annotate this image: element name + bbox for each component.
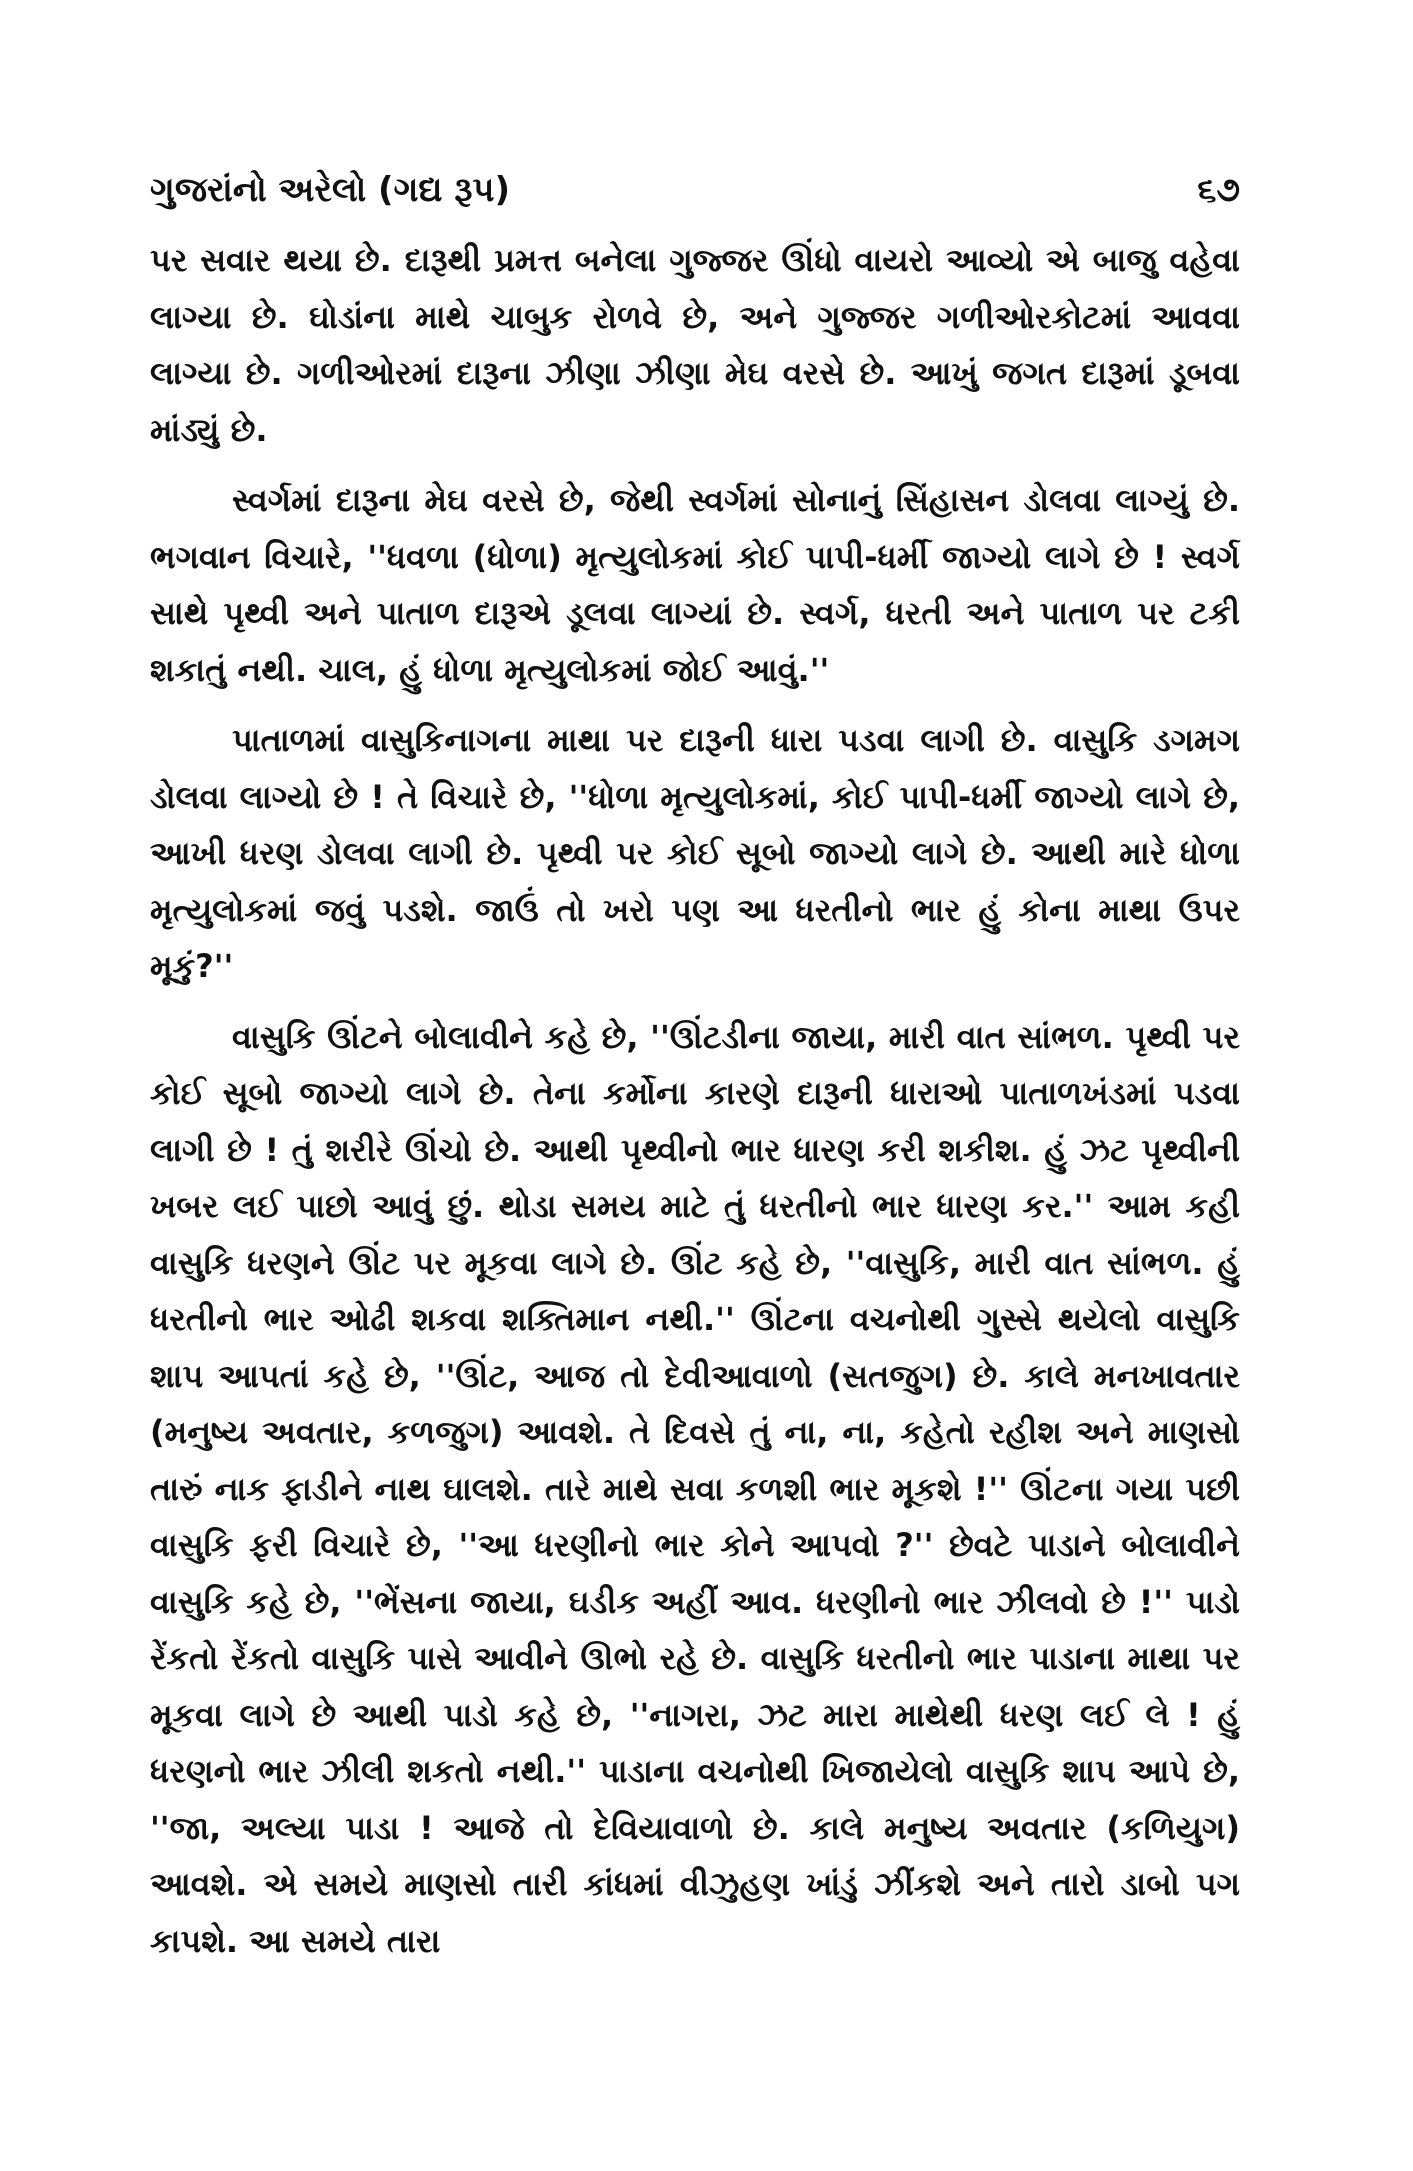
paragraph-4: વાસુકિ ઊંટને બોલાવીને કહે છે, ''ઊંટડીના જાયા, મારી વાત સાંભળ. પૃથ્વી પર કોઈ સૂબો જાગ્યો લાગે છે. તેના કર્મોના કારણે દારૂની ધારાઓ પાતાળખંડમાં પડવા લાગી છે ! તું શરીરે ઊંચો છે. આથી પૃથ્વીનો ભાર ધારણ કરી શકીશ. હું ઝટ પૃથ્વીની ખબર લઈ પાછો આવું છું. થોડા સમય માટે તું ધરતીનો ભાર ધારણ કર.'' આમ કહી વાસુકિ ધરણને ઊંટ પર મૂકવા લાગે છે. ઊંટ કહે છે, ''વાસુકિ, મારી વાત સાંભળ. હું ધરતીનો ભાર ઓઢી શકવા શક્તિમાન નથી.'' ઊંટના વચનોથી ગુસ્સે થયેલો વાસુકિ શાપ આપતાં કહે છે, ''ઊંટ, આજ તો દેવીઆવાળો (સતજુગ) છે. કાલે મનખાવતાર (મનુષ્ય અવતાર, કળજુગ) આવશે. તે દિવસે તું ના, ના, કહેતો રહીશ અને માણસો તારું નાક ફાડીને નાથ ઘાલશે. તારે માથે સવા કળશી ભાર મૂકશે !'' ઊંટના ગયા પછી વાસુકિ ફરી વિચારે છે, ''આ ધરણીનો ભાર કોને આપવો ?'' છેવટે પાડાને બોલાવીને વાસુકિ કહે છે, ''ભેંસના જાયા, ઘડીક અહીં આવ. ધરણીનો ભાર ઝીલવો છે !'' પાડો રેંકતો રેંકતો વાસુકિ પાસે આવીને ઊભો રહે છે. વાસુકિ ધરતીનો ભાર પાડાના માથા પર મૂકવા લાગે છે આથી પાડો કહે છે, ''નાગરા, ઝટ મારા માથેથી ધરણ લઈ લે ! હું ધરણનો ભાર ઝીલી શકતો નથી.'' પાડાના વચનોથી ખિજાયેલો વાસુકિ શાપ આપે છે, ''જા, અલ્યા પાડા ! આજે તો દેવિયાવાળો છે. કાલે મનુષ્ય અવતાર (કળિયુગ) આવશે. એ સમયે માણસો તારી કાંધમાં વીઝુહણ ખાંડું ઝીંકશે અને તારો ડાબો પગ કાપશે. આ સમયે તારા <box>150 1017 1240 1960</box>
page-number: ૬૭ <box>1197 170 1240 210</box>
running-header <box>150 170 1240 210</box>
paragraph-1: પર સવાર થયા છે. દારૂથી પ્રમત્ત બનેલા ગુજ્જર ઊંધો વાયરો આવ્યો એ બાજુ વહેવા લાગ્યા છે. ઘોડાંના માથે ચાબુક રોળવે છે, અને ગુજ્જર ગળીઓરકોટમાં આવવા લાગ્યા છે. ગળીઓરમાં દારૂના ઝીણા ઝીણા મેઘ વરસે છે. આખું જગત દારૂમાં ડૂબવા માંડ્યું છે. <box>150 241 1240 449</box>
document-page <box>150 170 1240 2070</box>
paragraph-3: પાતાળમાં વાસુકિનાગના માથા પર દારૂની ધારા પડવા લાગી છે. વાસુકિ ડગમગ ડોલવા લાગ્યો છે ! તે વિચારે છે, ''ધોળા મૃત્યુલોકમાં, કોઈ પાપી-ધર્મી જાગ્યો લાગે છે, આખી ધરણ ડોલવા લાગી છે. પૃથ્વી પર કોઈ સૂબો જાગ્યો લાગે છે. આથી મારે ધોળા મૃત્યુલોકમાં જવું પડશે. જાઉં તો ખરો પણ આ ધરતીનો ભાર હું કોના માથા ઉપર મૂકું?'' <box>150 721 1240 985</box>
paragraph-2: સ્વર્ગમાં દારૂના મેઘ વરસે છે, જેથી સ્વર્ગમાં સોનાનું સિંહાસન ડોલવા લાગ્યું છે. ભગવાન વિચારે, ''ધવળા (ધોળા) મૃત્યુલોકમાં કોઈ પાપી-ધર્મી જાગ્યો લાગે છે ! સ્વર્ગ સાથે પૃથ્વી અને પાતાળ દારૂએ ડૂલવા લાગ્યાં છે. સ્વર્ગ, ધરતી અને પાતાળ પર ટકી શકાતું નથી. ચાલ, હું ધોળા મૃત્યુલોકમાં જોઈ આવું.'' <box>150 481 1240 689</box>
running-title: ગુજરાંનો અરેલો (ગદ્ય રૂપ) <box>150 170 511 210</box>
